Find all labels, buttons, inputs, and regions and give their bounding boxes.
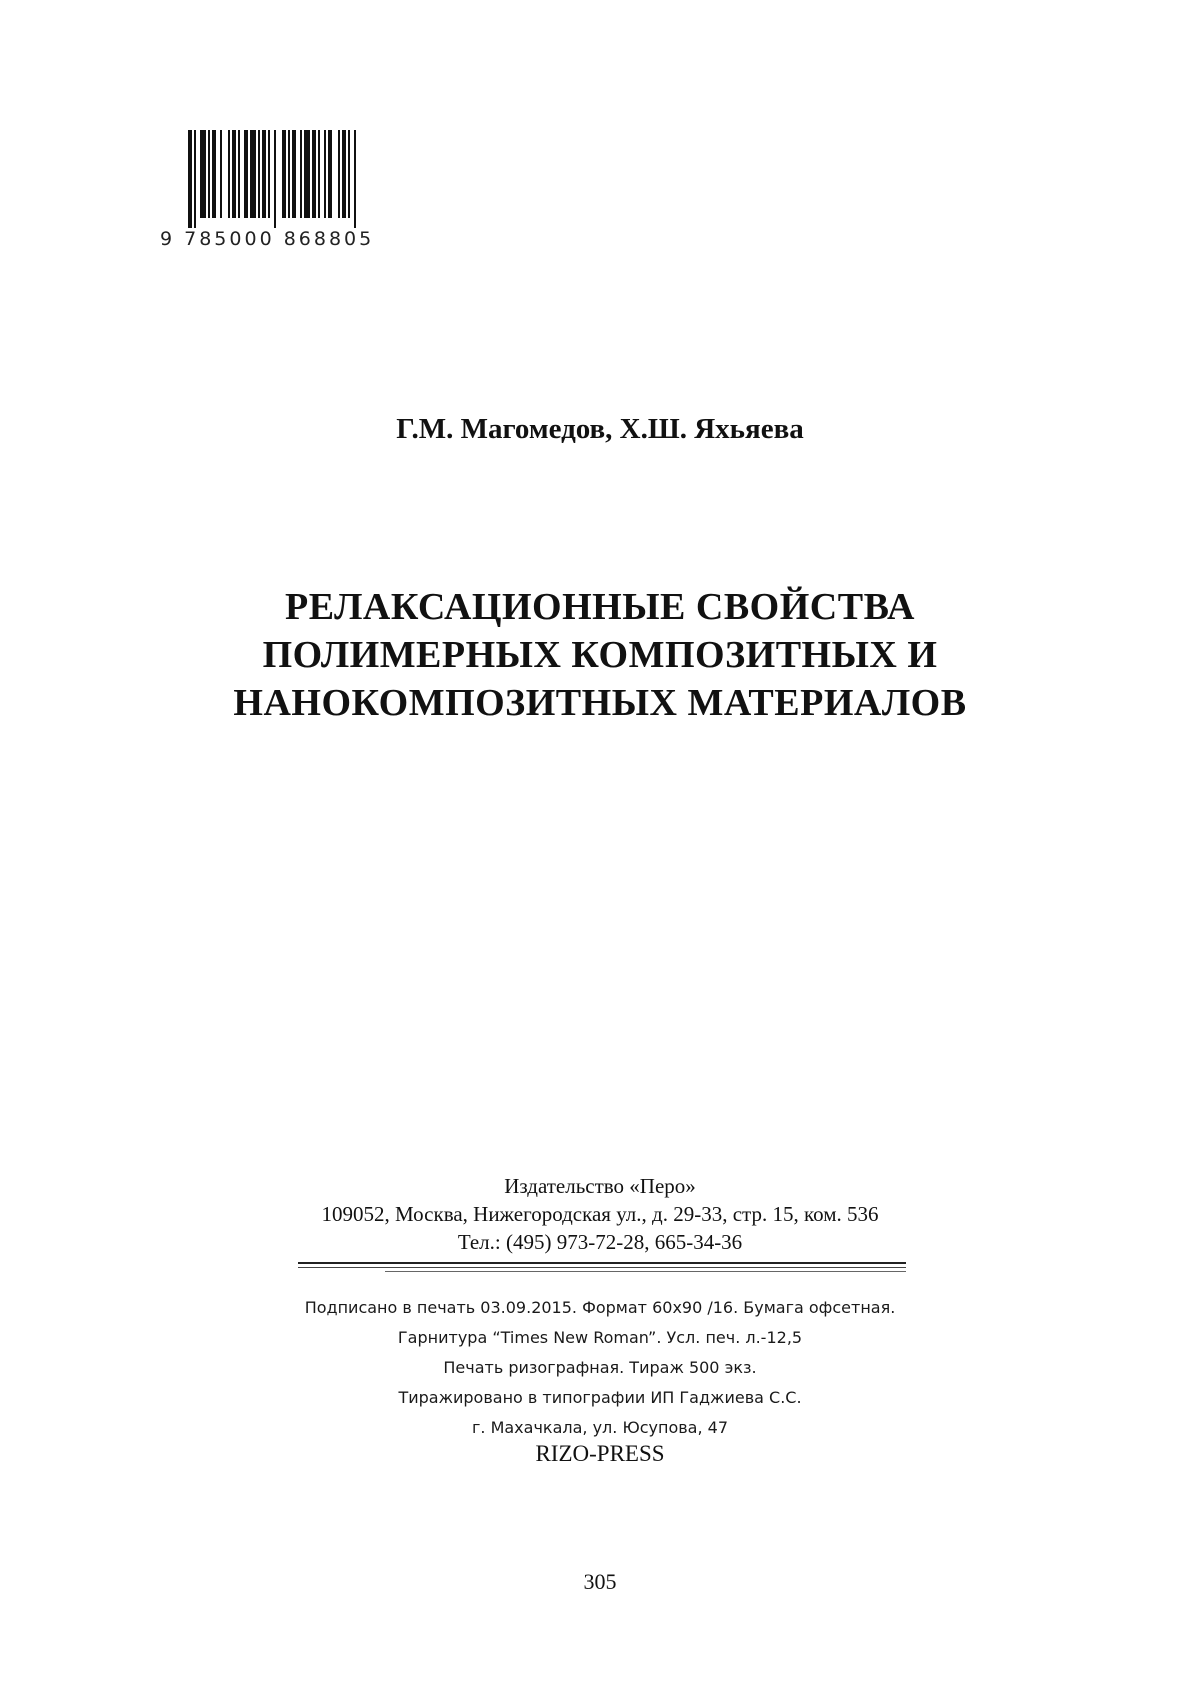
barcode-bar xyxy=(244,130,248,218)
barcode-bar xyxy=(338,130,340,218)
divider-line xyxy=(298,1262,906,1264)
barcode-graphic xyxy=(188,130,420,228)
imprint-line: г. Махачкала, ул. Юсупова, 47 xyxy=(471,1418,728,1437)
barcode-bar xyxy=(342,130,346,218)
barcode-bar xyxy=(312,130,316,218)
barcode-bar xyxy=(208,130,210,218)
barcode-bar xyxy=(328,130,332,218)
barcode-bar xyxy=(288,130,290,218)
barcode-number: 9 785000 868805 xyxy=(160,228,375,250)
barcode-bar xyxy=(200,130,206,218)
publisher-phone: Тел.: (495) 973-72-28, 665-34-36 xyxy=(457,1230,743,1254)
barcode-bar xyxy=(348,130,350,218)
divider-line xyxy=(385,1271,906,1272)
barcode-bars xyxy=(188,130,420,228)
barcode-bar xyxy=(300,130,302,218)
publisher-info xyxy=(0,1172,1200,1256)
imprint-line: Гарнитура “Times New Roman”. Усл. печ. л.-12,5 xyxy=(397,1328,803,1347)
divider-line xyxy=(298,1267,906,1268)
barcode-bar xyxy=(318,130,320,218)
barcode-bar xyxy=(324,130,326,218)
title-line: РЕЛАКСАЦИОННЫЕ СВОЙСТВА xyxy=(285,586,915,628)
imprint-line: Подписано в печать 03.09.2015. Формат 60х90 /16. Бумага офсетная. xyxy=(304,1298,896,1317)
imprint-details xyxy=(0,1293,1200,1443)
title-line: ПОЛИМЕРНЫХ КОМПОЗИТНЫХ И xyxy=(262,634,938,676)
publisher-address: 109052, Москва, Нижегородская ул., д. 29-33, стр. 15, ком. 536 xyxy=(321,1202,879,1226)
page-number: 305 xyxy=(583,1569,617,1594)
book-authors: Г.М. Магомедов, Х.Ш. Яхьяева xyxy=(396,413,804,445)
barcode-bar xyxy=(212,130,216,218)
publisher-name: Издательство «Перо» xyxy=(504,1174,696,1198)
isbn-barcode xyxy=(160,130,420,250)
barcode-bar xyxy=(274,130,276,228)
barcode-bar xyxy=(250,130,256,218)
imprint-line: Печать ризографная. Тираж 500 экз. xyxy=(443,1358,757,1377)
book-title xyxy=(0,583,1200,727)
barcode-bar xyxy=(262,130,266,218)
barcode-bar xyxy=(258,130,260,218)
barcode-bar xyxy=(228,130,230,218)
title-line: НАНОКОМПОЗИТНЫХ МАТЕРИАЛОВ xyxy=(233,682,967,724)
barcode-bar xyxy=(188,130,192,228)
imprint-line: Тиражировано в типографии ИП Гаджиева С.С. xyxy=(398,1388,802,1407)
barcode-bar xyxy=(268,130,270,218)
barcode-bar xyxy=(282,130,286,218)
barcode-bar xyxy=(354,130,356,228)
barcode-bar xyxy=(304,130,310,218)
barcode-bar xyxy=(292,130,296,218)
barcode-bar xyxy=(238,130,240,218)
barcode-bar xyxy=(194,130,196,228)
barcode-bar xyxy=(220,130,222,218)
barcode-bar xyxy=(232,130,236,218)
printer-name: RIZO-PRESS xyxy=(535,1441,665,1466)
